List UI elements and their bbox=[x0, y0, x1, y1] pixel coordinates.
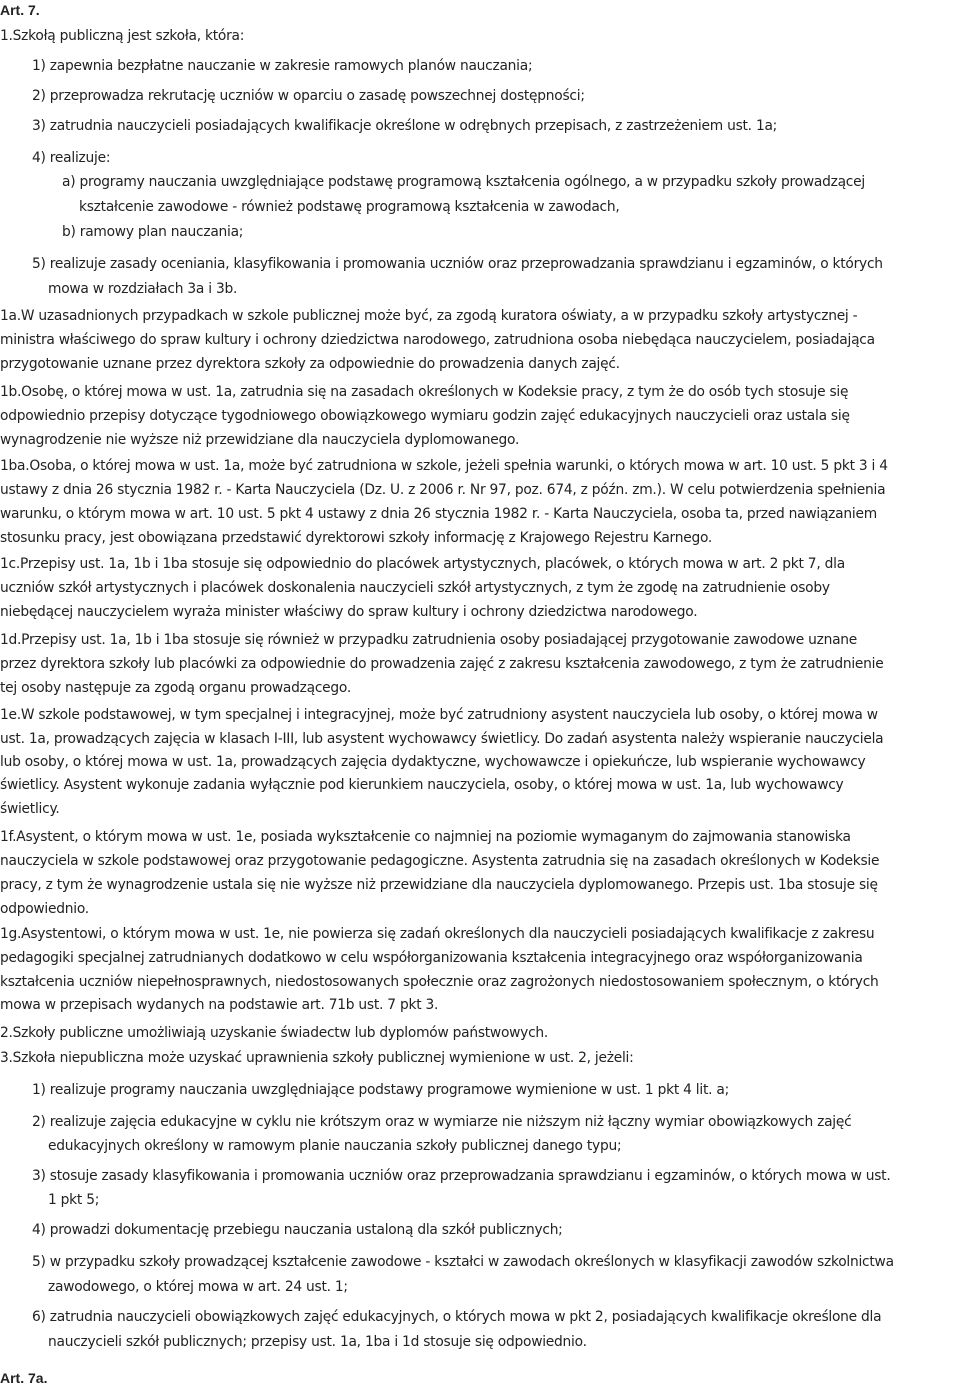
para-1g-line: kształcenia uczniów niepełnosprawnych, niedostosowanych społecznie oraz zagrożonych niedostosowaniem społecznym, o których bbox=[0, 974, 879, 990]
para-1-item-4a: a) programy nauczania uwzględniające podstawę programową kształcenia ogólnego, a w przypadku szkoły prowadzącej bbox=[62, 174, 865, 190]
para-3-item-2: 2) realizuje zajęcia edukacyjne w cyklu nie krótszym oraz w wymiarze nie niższym niż łączny wymiar obowiązkowych zajęć bbox=[32, 1114, 852, 1130]
para-1b-line: 1b.Osobę, o której mowa w ust. 1a, zatrudnia się na zasadach określonych w Kodeksie pracy, z tym że do osób tych stosuje się bbox=[0, 384, 849, 400]
para-2: 2.Szkoły publiczne umożliwiają uzyskanie świadectw lub dyplomów państwowych. bbox=[0, 1025, 549, 1041]
para-1-item-4b: b) ramowy plan nauczania; bbox=[62, 224, 244, 240]
para-3-item-2-cont: edukacyjnych określony w ramowym planie nauczania szkoły publicznej danego typu; bbox=[48, 1138, 622, 1154]
para-1c-line: uczniów szkół artystycznych i placówek doskonalenia nauczycieli szkół artystycznych, z tym że zgodę na zatrudnienie osoby bbox=[0, 580, 830, 596]
para-1e-line: 1e.W szkole podstawowej, w tym specjalnej i integracyjnej, może być zatrudniony asystent nauczyciela lub osoby, o której mowa w bbox=[0, 707, 878, 723]
para-1b-line: wynagrodzenie nie wyższe niż przewidziane dla nauczyciela dyplomowanego. bbox=[0, 432, 520, 448]
para-1-item-3: 3) zatrudnia nauczycieli posiadających kwalifikacje określone w odrębnych przepisach, z zastrzeżeniem ust. 1a; bbox=[32, 118, 778, 134]
para-3-item-4: 4) prowadzi dokumentację przebiegu nauczania ustaloną dla szkół publicznych; bbox=[32, 1222, 563, 1238]
para-3-item-1: 1) realizuje programy nauczania uwzględniające podstawy programowe wymienione w ust. 1 pkt 4 lit. a; bbox=[32, 1082, 729, 1098]
para-1g-line: pedagogiki specjalnej zatrudnianych dodatkowo w celu współorganizowania kształcenia integracyjnego oraz współorganizowania bbox=[0, 950, 863, 966]
para-1-item-5-cont: mowa w rozdziałach 3a i 3b. bbox=[48, 281, 238, 297]
para-1b-line-text: odpowiednio przepisy dotyczące tygodniowego obowiązkowego wymiaru godzin zajęć edukacyjnych nauczycieli oraz ustala się bbox=[0, 408, 850, 424]
para-3-item-6-cont: nauczycieli szkół publicznych; przepisy ust. 1a, 1ba i 1d stosuje się odpowiednio. bbox=[48, 1334, 587, 1350]
para-1e-line: świetlicy. Asystent wykonuje zadania wyłącznie pod kierunkiem nauczyciela, osoby, o której mowa w ust. 1a, lub wychowawcy bbox=[0, 777, 844, 793]
para-1-item-4a-cont: kształcenie zawodowe - również podstawę programową kształcenia w zawodach, bbox=[79, 199, 620, 215]
para-1ba-line: stosunku pracy, jest obowiązana przedstawić dyrektorowi szkoły informację z Krajowego Rejestru Karnego. bbox=[0, 530, 713, 546]
para-1g-line: 1g.Asystentowi, o którym mowa w ust. 1e, nie powierza się zadań określonych dla nauczycieli posiadających kwalifikacje z zakresu bbox=[0, 926, 875, 942]
para-1g-line: mowa w przepisach wydanych na podstawie art. 71b ust. 7 pkt 3. bbox=[0, 997, 439, 1013]
para-1f-line: 1f.Asystent, o którym mowa w ust. 1e, posiada wykształcenie co najmniej na poziomie wymaganym do zajmowania stanowiska bbox=[0, 829, 851, 845]
para-3-item-3-cont: 1 pkt 5; bbox=[48, 1192, 100, 1208]
para-3-item-6: 6) zatrudnia nauczycieli obowiązkowych zajęć edukacyjnych, o których mowa w pkt 2, posiadających kwalifikacje określone dla bbox=[32, 1309, 882, 1325]
para-3-item-5-cont: zawodowego, o której mowa w art. 24 ust. 1; bbox=[48, 1279, 348, 1295]
para-1-item-5: 5) realizuje zasady oceniania, klasyfikowania i promowania uczniów oraz przeprowadzania sprawdzianu i egzaminów, o których bbox=[32, 256, 883, 272]
para-1a-line: 1a.W uzasadnionych przypadkach w szkole publicznej może być, za zgodą kuratora oświaty, a w przypadku szkoły artystycznej - bbox=[0, 308, 858, 324]
para-1-item-4: 4) realizuje: bbox=[32, 150, 111, 166]
para-1d-line: tej osoby następuje za zgodą organu prowadzącego. bbox=[0, 680, 351, 696]
para-1ba-line: 1ba.Osoba, o której mowa w ust. 1a, może być zatrudniona w szkole, jeżeli spełnia warunki, o których mowa w art. 10 ust. 5 pkt 3 i 4 bbox=[0, 458, 888, 474]
para-1ba-line: ustawy z dnia 26 stycznia 1982 r. - Karta Nauczyciela (Dz. U. z 2006 r. Nr 97, poz. 674, z późn. zm.). W celu potwierdzenia spełnienia bbox=[0, 482, 886, 498]
para-1e-line: ust. 1a, prowadzących zajęcia w klasach I-III, lub asystent wychowawcy świetlicy. Do zadań asystenta należy wspieranie nauczyciela bbox=[0, 731, 884, 747]
para-1d-line: 1d.Przepisy ust. 1a, 1b i 1ba stosuje się również w przypadku zatrudnienia osoby posiadającej przygotowanie zawodowe uznane bbox=[0, 632, 858, 648]
para-1-item-1: 1) zapewnia bezpłatne nauczanie w zakresie ramowych planów nauczania; bbox=[32, 58, 533, 74]
para-1e-line: świetlicy. bbox=[0, 801, 60, 817]
para-1f-line: nauczyciela w szkole podstawowej oraz przygotowanie pedagogiczne. Asystenta zatrudnia się na zasadach określonych w Kodeksie bbox=[0, 853, 880, 869]
para-1f-line: pracy, z tym że wynagrodzenie ustala się nie wyższe niż przewidziane dla nauczyciela dyplomowanego. Przepis ust. 1ba stosuje się bbox=[0, 877, 878, 893]
para-1a-line: przygotowanie uznane przez dyrektora szkoły za odpowiednie do prowadzenia danych zajęć. bbox=[0, 356, 620, 372]
para-1a-line: ministra właściwego do spraw kultury i ochrony dziedzictwa narodowego, zatrudniona osoba niebędąca nauczycielem, posiadająca bbox=[0, 332, 875, 348]
para-3-intro: 3.Szkoła niepubliczna może uzyskać uprawnienia szkoły publicznej wymienione w ust. 2, jeżeli: bbox=[0, 1050, 634, 1066]
para-1-intro: 1.Szkołą publiczną jest szkoła, która: bbox=[0, 28, 245, 44]
article-heading-7a: Art. 7a. bbox=[0, 1370, 48, 1386]
para-1c-line: niebędącej nauczycielem wyraża minister właściwy do spraw kultury i ochrony dziedzictwa narodowego. bbox=[0, 604, 698, 620]
para-1e-line: lub osoby, o której mowa w ust. 1a, prowadzących zajęcia dydaktyczne, wychowawcze i opiekuńcze, lub wspieranie wychowawcy bbox=[0, 754, 866, 770]
para-1-item-2: 2) przeprowadza rekrutację uczniów w oparciu o zasadę powszechnej dostępności; bbox=[32, 88, 585, 104]
para-3-item-3: 3) stosuje zasady klasyfikowania i promowania uczniów oraz przeprowadzania sprawdzianu i egzaminów, o których mowa w ust. bbox=[32, 1168, 891, 1184]
para-1ba-line: warunku, o którym mowa w art. 10 ust. 5 pkt 4 ustawy z dnia 26 stycznia 1982 r. - Karta Nauczyciela, osoba ta, przed nawiązaniem bbox=[0, 506, 877, 522]
para-1f-line: odpowiednio. bbox=[0, 901, 89, 917]
article-heading-7: Art. 7. bbox=[0, 2, 40, 18]
para-1d-line: przez dyrektora szkoły lub placówki za odpowiednie do prowadzenia zajęć z zakresu kształcenia zawodowego, z tym że zatrudnienie bbox=[0, 656, 884, 672]
para-1b-line bbox=[0, 406, 850, 426]
para-1c-line: 1c.Przepisy ust. 1a, 1b i 1ba stosuje się odpowiednio do placówek artystycznych, placówek, o których mowa w art. 2 pkt 7, dla bbox=[0, 556, 845, 572]
para-3-item-5: 5) w przypadku szkoły prowadzącej kształcenie zawodowe - kształci w zawodach określonych w klasyfikacji zawodów szkolnictwa bbox=[32, 1254, 894, 1270]
